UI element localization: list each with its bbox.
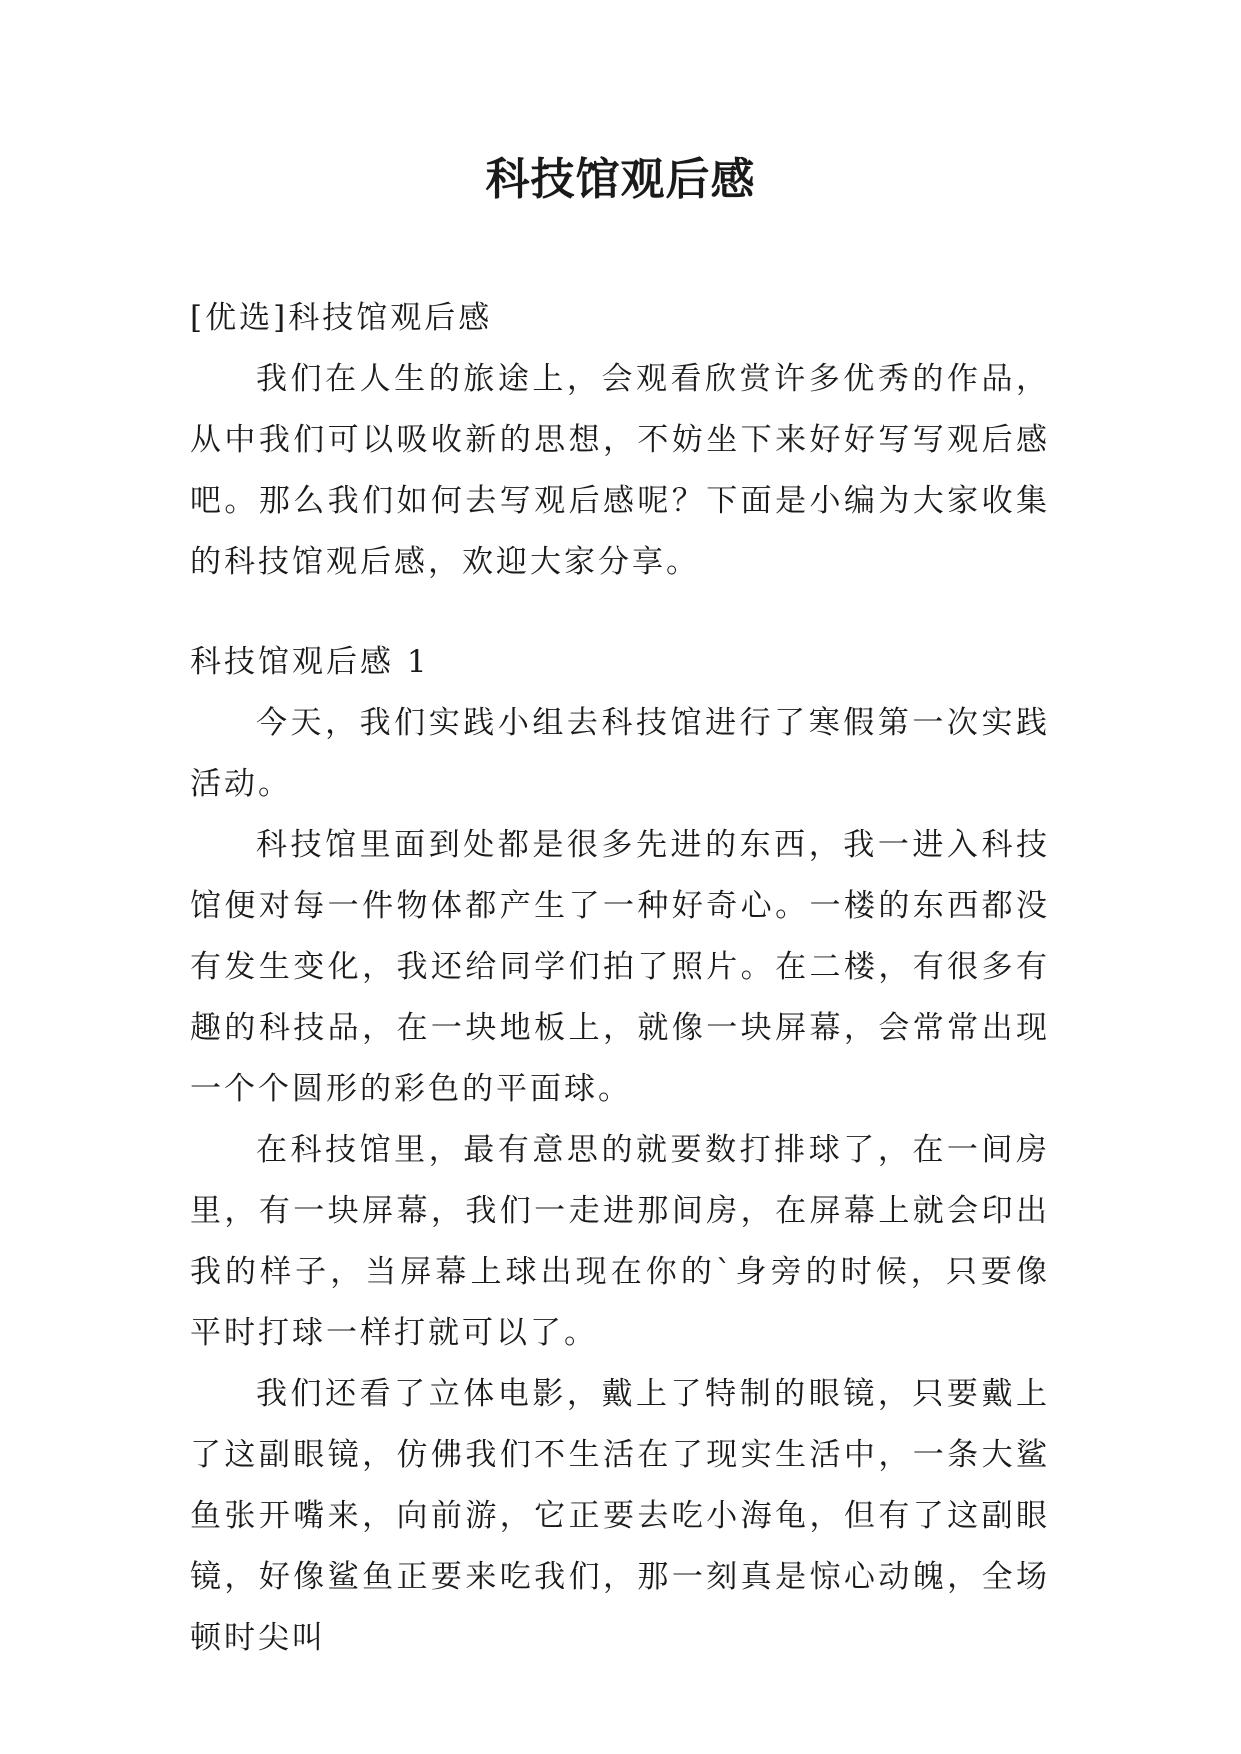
document-subtitle: [优选]科技馆观后感 — [190, 300, 493, 336]
body-paragraph: 我们还看了立体电影，戴上了特制的眼镜，只要戴上了这副眼镜，仿佛我们不生活在了现实生活中，一条大鲨鱼张开嘴来，向前游，它正要去吃小海龟，但有了这副眼镜，好像鲨鱼正要来吃我们，那一刻真是惊心动魄，全场顿时尖叫 — [190, 1376, 1050, 1656]
body-paragraph: 在科技馆里，最有意思的就要数打排球了，在一间房里，有一块屏幕，我们一走进那间房，在屏幕上就会印出我的样子，当屏幕上球出现在你的`身旁的时候，只要像平时打球一样打就可以了。 — [190, 1132, 1050, 1351]
body-paragraph: 今天，我们实践小组去科技馆进行了寒假第一次实践活动。 — [190, 705, 1050, 802]
intro-block — [190, 288, 1050, 593]
section-block — [190, 632, 1050, 1669]
document-title: 科技馆观后感 — [485, 154, 756, 205]
body-paragraph: 科技馆里面到处都是很多先进的东西，我一进入科技馆便对每一件物体都产生了一种好奇心。一楼的东西都没有发生变化，我还给同学们拍了照片。在二楼，有很多有趣的科技品，在一块地板上，就像一块屏幕，会常常出现一个个圆形的彩色的平面球。 — [190, 827, 1050, 1107]
intro-paragraph: 我们在人生的旅途上，会观看欣赏许多优秀的作品，从中我们可以吸收新的思想，不妨坐下来好好写写观后感吧。那么我们如何去写观后感呢？下面是小编为大家收集的科技馆观后感，欢迎大家分享。 — [190, 361, 1050, 580]
section-heading: 科技馆观后感 1 — [190, 644, 430, 680]
